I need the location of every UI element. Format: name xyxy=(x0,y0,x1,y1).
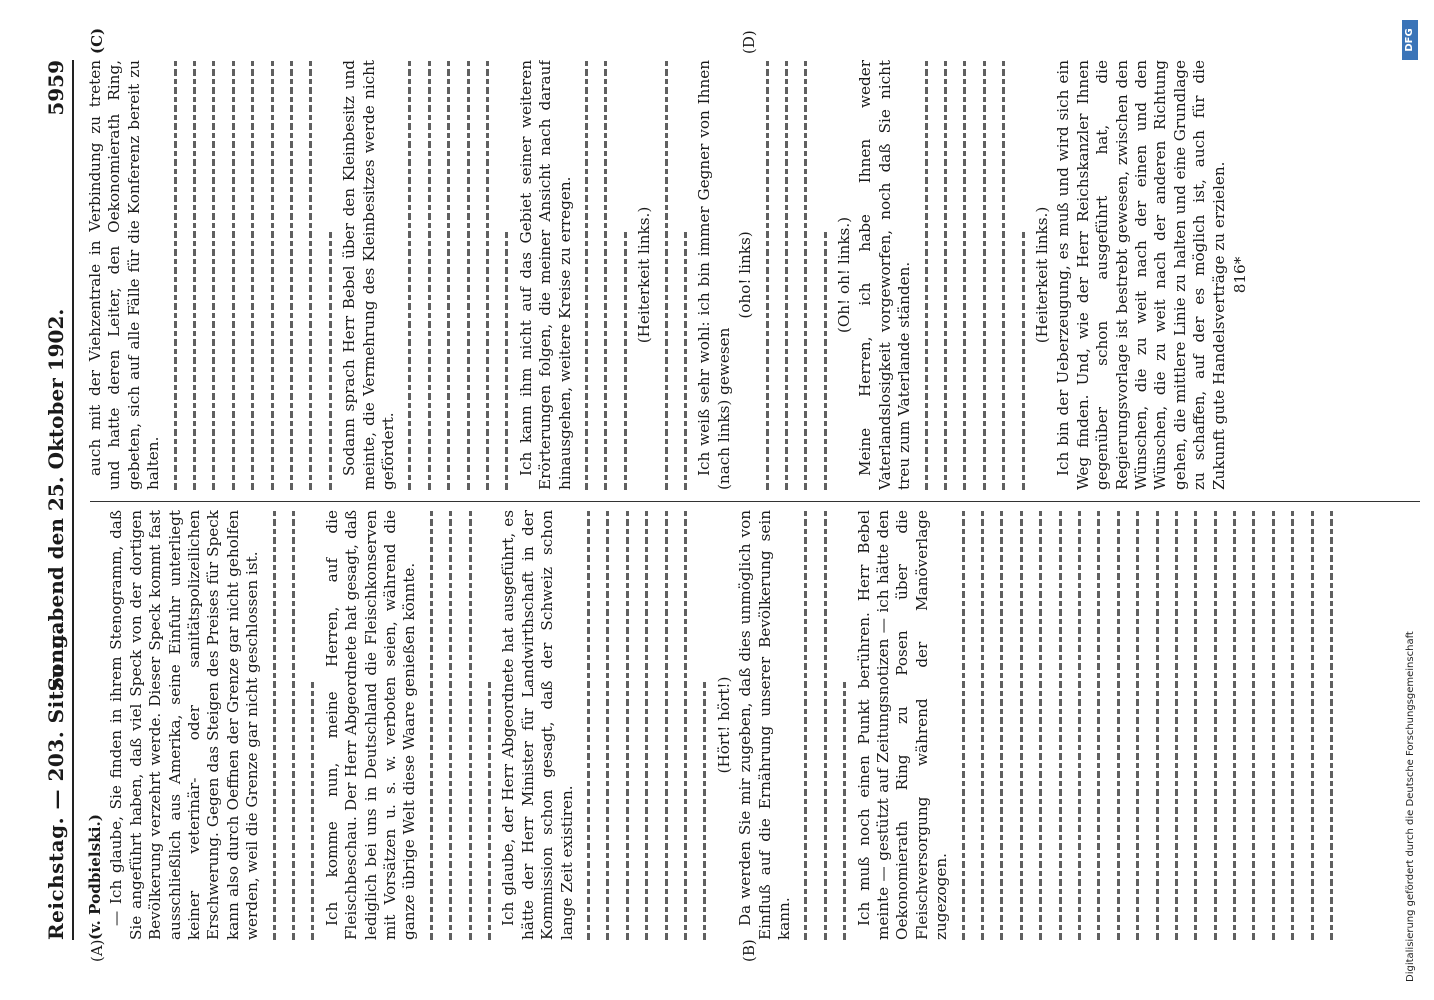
column-divider xyxy=(90,501,1420,502)
text-line xyxy=(1244,510,1263,940)
signature-mark: 816* xyxy=(1231,256,1250,294)
right-column xyxy=(86,60,1426,490)
text-line xyxy=(616,60,635,490)
text-line xyxy=(1051,510,1070,940)
text-line xyxy=(439,60,458,490)
text-line xyxy=(657,510,676,940)
dfg-logo: DFG xyxy=(1402,20,1418,60)
text-line xyxy=(422,510,441,940)
text-line xyxy=(1089,510,1108,940)
text-line xyxy=(1167,510,1186,940)
header-date: Sonnabend den 25. Oktober 1902. xyxy=(44,308,68,692)
text-line xyxy=(1031,510,1050,940)
text-line xyxy=(618,510,637,940)
text-line xyxy=(816,510,835,940)
text-line xyxy=(441,510,460,940)
text-line xyxy=(265,510,284,940)
paragraph: Ich komme nun, meine Herren, auf die Fleischbeschau. Der Herr Abgeordnete hat gesagt, daß lediglich bei uns in Deutschland die Fleischkonserven mit Vorsätzen u. s. w. verboten seien, während die ganze übrige Welt diese Waare genießen könnte. xyxy=(322,510,419,940)
interjection: (Oh! oh! links.) xyxy=(835,216,854,334)
text-line xyxy=(1128,510,1147,940)
text-line xyxy=(777,60,796,490)
paragraph: Da werden Sie mir zugeben, daß dies unmöglich von Einfluß auf die Ernährung unserer Bevölkerung sein kann. xyxy=(736,510,793,940)
paragraph: Ich muß noch einen Punkt berühren. Herr Bebel meinte — gestützt auf Zeitungsnotizen — ich hätte den Oekonomierath Ring zu Posen über die Fleischversorgung während der Manöverlage zugezogen. xyxy=(854,510,951,940)
paragraph: Ich glaube, der Herr Abgeordnete hat ausgeführt, es hätte der Herr Minister für Landwirthschaft in der Kommission schon gesagt, daß der Schweiz schon lange Zeit existiren. xyxy=(499,510,576,940)
text-line xyxy=(461,510,480,940)
speaker-label: (v. Podbielski.) xyxy=(86,814,104,940)
text-line xyxy=(835,510,854,940)
text-line xyxy=(1014,60,1033,490)
left-column xyxy=(86,510,1426,940)
text-line xyxy=(1225,510,1244,940)
text-line xyxy=(1109,510,1128,940)
margin-mark-d: (D) xyxy=(740,30,758,54)
paragraph: auch mit der Viehzentrale in Verbindung zu treten und hatte deren Leiter, den Oekonomierath Ring, gebeten, sich auf alle Fälle für die Konferenz bereit zu halten. xyxy=(86,60,163,490)
text-line xyxy=(1186,510,1205,940)
text-line xyxy=(975,60,994,490)
text-line xyxy=(1264,510,1283,940)
text-line xyxy=(676,510,695,940)
margin-mark-a: (A) xyxy=(88,939,106,962)
text-line xyxy=(577,60,596,490)
text-line xyxy=(243,60,262,490)
text-line xyxy=(478,60,497,490)
text-line xyxy=(224,60,243,490)
text-line xyxy=(676,60,695,490)
margin-mark-b: (B) xyxy=(740,939,758,962)
text-line xyxy=(204,60,223,490)
text-line xyxy=(992,510,1011,940)
text-line xyxy=(497,60,516,490)
text-line xyxy=(1012,510,1031,940)
text-line xyxy=(695,510,714,940)
header-title: Reichstag. — 203. Sitzung. xyxy=(44,626,68,940)
text-line xyxy=(301,60,320,490)
text-line xyxy=(955,60,974,490)
text-line xyxy=(758,60,777,490)
text-line xyxy=(185,60,204,490)
text-line xyxy=(936,60,955,490)
paragraph: Ich bin der Ueberzeugung, es muß und wird sich ein Weg finden. Und, wie der Herr Reichskanzler Ihnen gegenüber schon ausgeführt hat, die Regierungsvorlage ist bestrebt gewesen, zwischen den Wünschen, die zu weit nach der einen und den Wünschen, die zu weit nach der anderen Richtung gehen, die mittlere Linie zu halten und eine Grundlage zu schaffen, auf der es möglich ist, auch für die Zukunft gute Handelsverträge zu erzielen. xyxy=(1054,60,1228,490)
text-line xyxy=(954,510,973,940)
text-line xyxy=(321,60,340,490)
text-line xyxy=(263,60,282,490)
paragraph: Ich kann ihm nicht auf das Gebiet seiner weiteren Erörterungen folgen, die meiner Ansicht nach darauf hinausgehen, weitere Kreise zu erregen. xyxy=(516,60,574,490)
text-line xyxy=(1206,510,1225,940)
text-line xyxy=(282,60,301,490)
interjection: (Heiterkeit links.) xyxy=(1033,206,1052,344)
page-header xyxy=(40,60,74,940)
paragraph: Sodann sprach Herr Bebel über den Kleinbesitz und meinte, die Vermehrung des Kleinbesitzes werde nicht gefördert. xyxy=(340,60,397,490)
text-line xyxy=(816,60,835,490)
text-line xyxy=(598,510,617,940)
paragraph: Ich weiß sehr wohl: ich bin immer Gegner von Ihnen (nach links) gewesen xyxy=(695,60,733,490)
text-line xyxy=(1322,510,1341,940)
text-line xyxy=(796,60,815,490)
page-number: 5959 xyxy=(44,60,68,116)
text-line xyxy=(917,60,936,490)
text-line xyxy=(596,60,615,490)
margin-mark-c: (C) xyxy=(88,27,106,54)
interjection: (Hört! hört!) xyxy=(714,676,733,774)
text-line xyxy=(994,60,1013,490)
text-line xyxy=(1070,510,1089,940)
text-line xyxy=(796,510,815,940)
text-line xyxy=(284,510,303,940)
text-line xyxy=(637,510,656,940)
text-line xyxy=(480,510,499,940)
interjection: (oho! links) xyxy=(736,231,755,319)
interjection: (Heiterkeit links.) xyxy=(635,206,654,344)
text-line xyxy=(459,60,478,490)
text-line xyxy=(420,60,439,490)
text-line xyxy=(400,60,419,490)
text-line xyxy=(1148,510,1167,940)
text-line xyxy=(1283,510,1302,940)
paragraph: — Ich glaube, Sie finden in ihrem Stenogramm, daß Sie angeführt haben, daß viel Speck von der dortigen Bevölkerung verzehrt werde. Dieser Speck kommt fast ausschließlich aus Amerika, seine Einfuhr unterliegt keiner veterinär- oder sanitätspolizeilichen Erschwerung. Gegen das Steigen des Preises für Speck kann also durch Oeffnen der Grenze gar nicht geholfen werden, weil die Grenze gar nicht geschlossen ist. xyxy=(107,510,262,940)
text-line xyxy=(657,60,676,490)
text-line xyxy=(303,510,322,940)
paragraph: Meine Herren, ich habe Ihnen weder Vaterlandslosigkeit vorgeworfen, noch daß Sie nicht treu zum Vaterlande ständen. xyxy=(856,60,914,490)
text-line xyxy=(973,510,992,940)
text-line xyxy=(166,60,185,490)
text-line xyxy=(1303,510,1322,940)
digitization-credit: Digitalisierung gefördert durch die Deutsche Forschungsgemeinschaft xyxy=(1405,631,1416,982)
text-line xyxy=(579,510,598,940)
